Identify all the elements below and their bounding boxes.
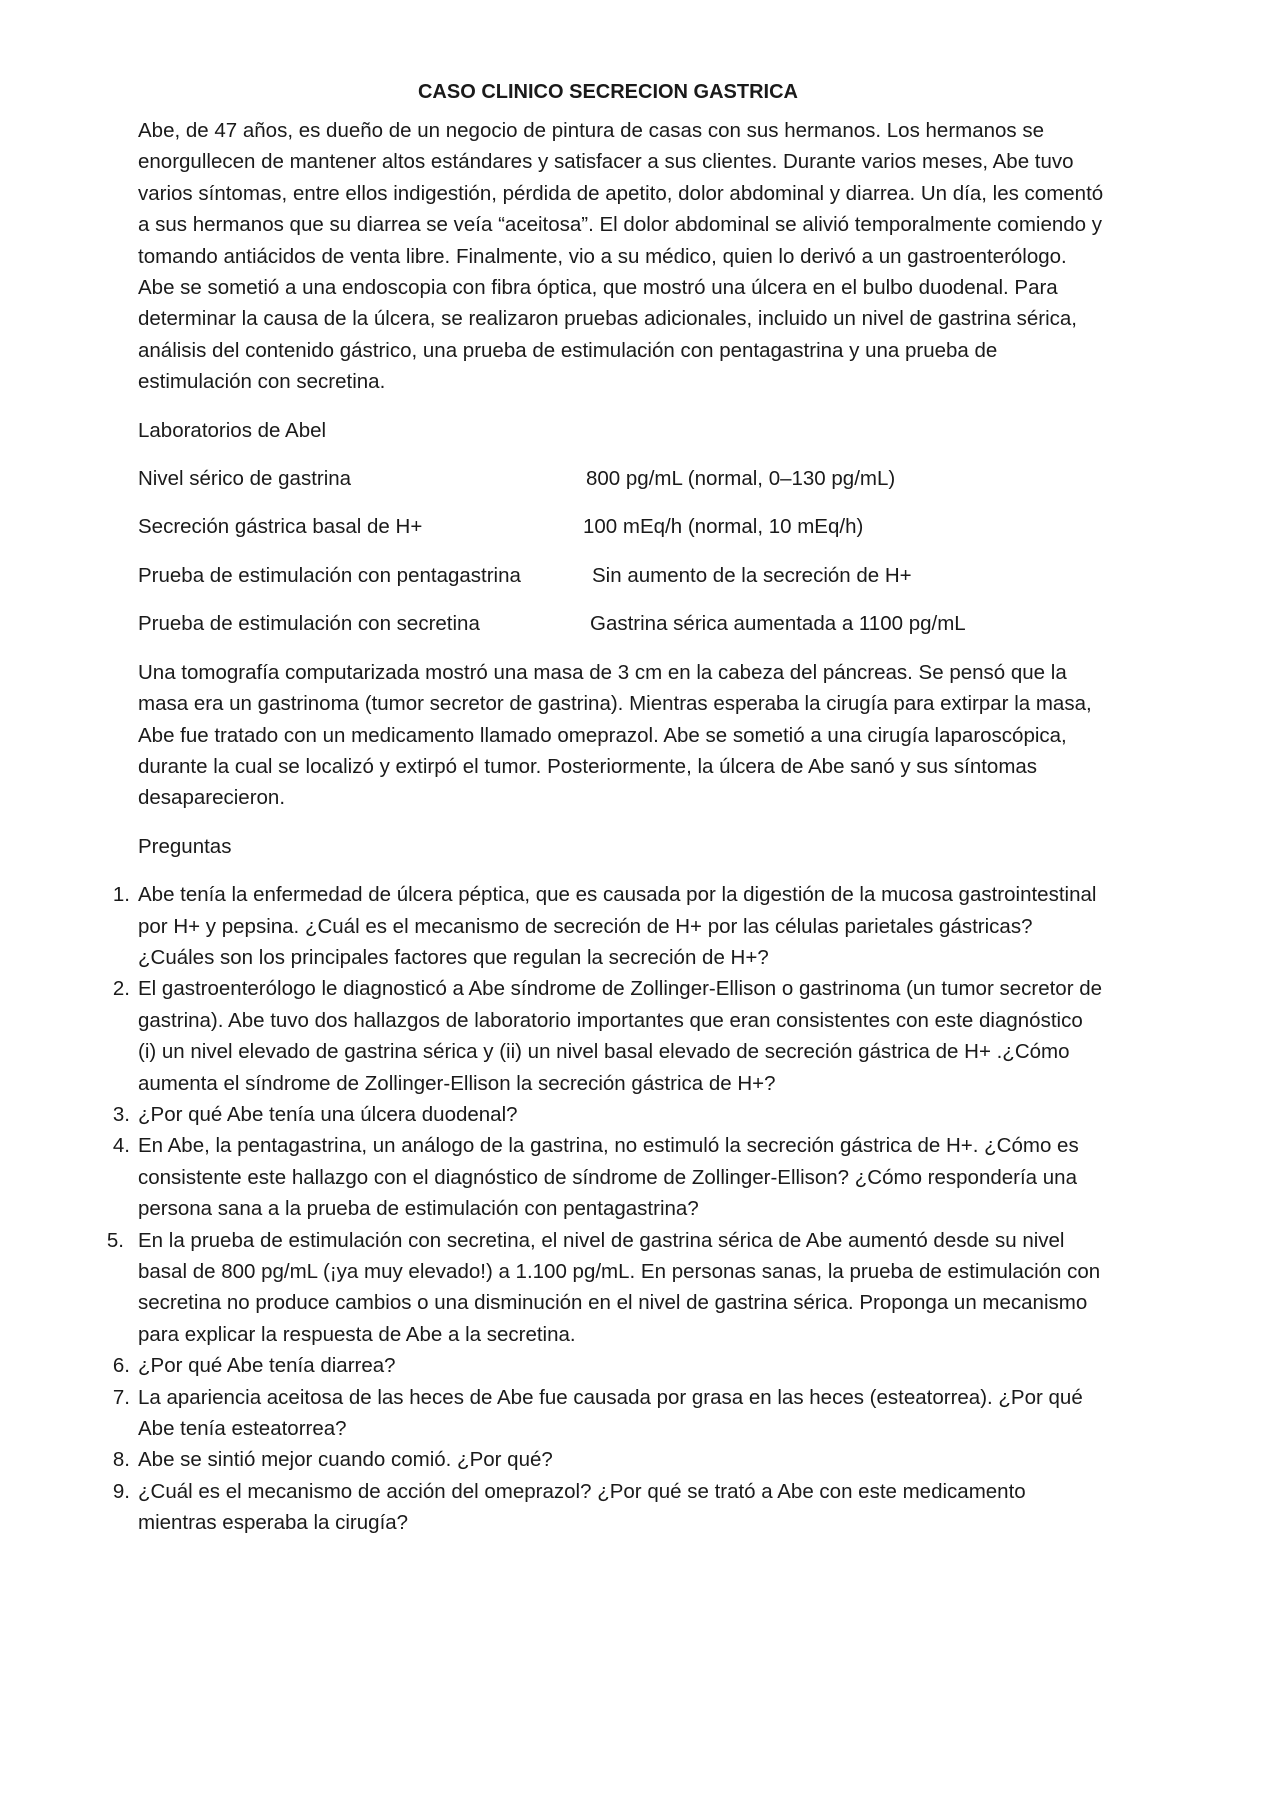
question-text: ¿Por qué Abe tenía una úlcera duodenal? <box>138 1102 518 1126</box>
labs-heading: Laboratorios de Abel <box>138 418 327 442</box>
case-outcome-paragraph: Una tomografía computarizada mostró una masa de 3 cm en la cabeza del páncreas. Se pensó que la masa era un gastrinoma (tumor secretor de gastrina). Mientras esperaba la cirugía para extirpar la masa, Abe fue tratado con un medicamento llamado omeprazol. Abe se sometió a una cirugía laparoscópica, durante la cual se localizó y extirpó el tumor. Posteriormente, la úlcera de Abe sanó y sus síntomas desaparecieron. <box>138 660 1092 810</box>
question-item <box>112 1476 1106 1539</box>
question-number: 6. <box>112 1354 130 1378</box>
labs-table <box>138 463 1106 640</box>
document-page <box>106 78 1106 1539</box>
lab-row <box>138 608 1106 639</box>
document-title: CASO CLINICO SECRECION GASTRICA <box>417 81 799 103</box>
question-number: 7. <box>112 1385 130 1409</box>
question-text: Abe tenía la enfermedad de úlcera péptica, que es causada por la digestión de la mucosa gastrointestinal por H+ y pepsina. ¿Cuál es el mecanismo de secreción de H+ por las células parietales gástricas? ¿Cuáles son los principales factores que regulan la secreción de H+? <box>138 883 1097 969</box>
lab-name: Secreción gástrica basal de H+ <box>138 515 423 539</box>
question-item <box>112 973 1106 1099</box>
question-text: ¿Por qué Abe tenía diarrea? <box>138 1354 396 1378</box>
lab-value: 100 mEq/h (normal, 10 mEq/h) <box>583 515 864 539</box>
lab-name: Prueba de estimulación con pentagastrina <box>138 563 521 587</box>
lab-value: Sin aumento de la secreción de H+ <box>592 563 912 587</box>
question-text: Abe se sintió mejor cuando comió. ¿Por qué? <box>138 1448 553 1472</box>
question-item <box>112 1099 1106 1130</box>
lab-value: Gastrina sérica aumentada a 1100 pg/mL <box>590 612 966 636</box>
lab-row <box>138 463 1106 494</box>
question-text: En la prueba de estimulación con secretina, el nivel de gastrina sérica de Abe aumentó desde su nivel basal de 800 pg/mL (¡ya muy elevado!) a 1.100 pg/mL. En personas sanas, la prueba de estimulación con secretina no produce cambios o una disminución en el nivel de gastrina sérica. Proponga un mecanismo para explicar la respuesta de Abe a la secretina. <box>138 1228 1101 1346</box>
question-number: 8. <box>112 1448 130 1472</box>
question-number: 4. <box>112 1134 130 1158</box>
question-text: ¿Cuál es el mecanismo de acción del omeprazol? ¿Por qué se trató a Abe con este medicamento mientras esperaba la cirugía? <box>138 1479 1026 1535</box>
lab-value: 800 pg/mL (normal, 0–130 pg/mL) <box>586 467 896 491</box>
lab-row <box>138 511 1106 542</box>
question-item <box>112 1444 1106 1475</box>
case-intro-paragraph: Abe, de 47 años, es dueño de un negocio de pintura de casas con sus hermanos. Los hermanos se enorgullecen de mantener altos estándares y satisfacer a sus clientes. Durante varios meses, Abe tuvo varios síntomas, entre ellos indigestión, pérdida de apetito, dolor abdominal y diarrea. Un día, les comentó a sus hermanos que su diarrea se veía “aceitosa”. El dolor abdominal se alivió temporalmente comiendo y tomando antiácidos de venta libre. Finalmente, vio a su médico, quien lo derivó a un gastroenterólogo. Abe se sometió a una endoscopia con fibra óptica, que mostró una úlcera en el bulbo duodenal. Para determinar la causa de la úlcera, se realizaron pruebas adicionales, incluido un nivel de gastrina sérica, análisis del contenido gástrico, una prueba de estimulación con pentagastrina y una prueba de estimulación con secretina. <box>138 119 1104 394</box>
question-item <box>112 879 1106 973</box>
question-item <box>106 1225 1106 1351</box>
question-text: En Abe, la pentagastrina, un análogo de la gastrina, no estimuló la secreción gástrica de H+. ¿Cómo es consistente este hallazgo con el diagnóstico de síndrome de Zollinger-Ellison? ¿Cómo respondería una persona sana a la prueba de estimulación con pentagastrina? <box>138 1134 1079 1221</box>
questions-heading: Preguntas <box>138 834 232 858</box>
question-number: 5. <box>106 1228 124 1252</box>
lab-row <box>138 560 1106 591</box>
lab-name: Prueba de estimulación con secretina <box>138 612 480 636</box>
question-number: 3. <box>112 1102 130 1126</box>
question-item <box>112 1350 1106 1381</box>
question-number: 9. <box>112 1479 130 1503</box>
question-text: La apariencia aceitosa de las heces de Abe fue causada por grasa en las heces (esteatorrea). ¿Por qué Abe tenía esteatorrea? <box>138 1385 1083 1441</box>
lab-name: Nivel sérico de gastrina <box>138 467 352 491</box>
question-text: El gastroenterólogo le diagnosticó a Abe síndrome de Zollinger-Ellison o gastrinoma (un tumor secretor de gastrina). Abe tuvo dos hallazgos de laboratorio importantes que eran consistentes con este diagnóstico (i) un nivel elevado de gastrina sérica y (ii) un nivel basal elevado de secreción gástrica de H+ .¿Cómo aumenta el síndrome de Zollinger-Ellison la secreción gástrica de H+? <box>138 977 1103 1095</box>
question-number: 1. <box>112 883 130 907</box>
questions-list <box>106 879 1106 1539</box>
question-number: 2. <box>112 977 130 1001</box>
question-item <box>112 1382 1106 1445</box>
question-item <box>112 1130 1106 1224</box>
